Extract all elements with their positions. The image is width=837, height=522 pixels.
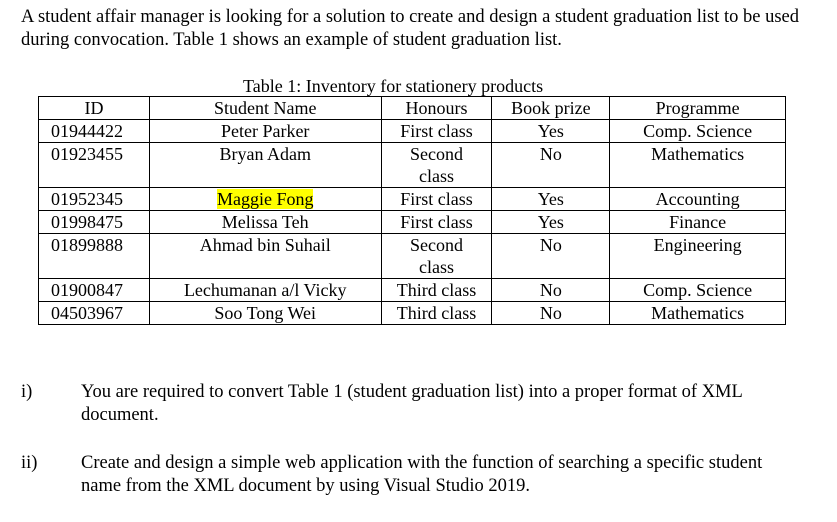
cell-id: 01952345 <box>39 188 150 211</box>
table-row <box>39 188 786 211</box>
table-row <box>39 279 786 302</box>
header-honours: Honours <box>381 97 492 120</box>
cell-programme: Mathematics <box>610 143 786 188</box>
cell-honours-text: Second class <box>409 144 463 186</box>
cell-honours <box>381 143 492 188</box>
cell-id: 01899888 <box>39 234 150 279</box>
graduation-table <box>38 96 786 325</box>
cell-honours: First class <box>381 120 492 143</box>
question-1-number: i) <box>21 382 33 402</box>
cell-honours <box>381 234 492 279</box>
cell-id: 04503967 <box>39 302 150 325</box>
cell-programme: Comp. Science <box>610 120 786 143</box>
cell-id: 01900847 <box>39 279 150 302</box>
cell-name: Melissa Teh <box>149 211 381 234</box>
table-row <box>39 302 786 325</box>
cell-programme: Mathematics <box>610 302 786 325</box>
cell-honours: Third class <box>381 302 492 325</box>
table-row <box>39 234 786 279</box>
cell-prize: No <box>492 302 610 325</box>
question-2-number: ii) <box>21 453 38 473</box>
cell-name: Bryan Adam <box>149 143 381 188</box>
cell-prize: Yes <box>492 188 610 211</box>
table-header-row <box>39 97 786 120</box>
highlighted-name: Maggie Fong <box>216 189 314 209</box>
cell-prize: No <box>492 234 610 279</box>
cell-honours-text: Second class <box>409 235 463 277</box>
cell-honours: First class <box>381 211 492 234</box>
cell-prize: No <box>492 143 610 188</box>
cell-name: Soo Tong Wei <box>149 302 381 325</box>
cell-programme: Accounting <box>610 188 786 211</box>
table-row <box>39 143 786 188</box>
cell-name: Ahmad bin Suhail <box>149 234 381 279</box>
cell-programme: Finance <box>610 211 786 234</box>
cell-name <box>149 188 381 211</box>
cell-prize: Yes <box>492 120 610 143</box>
question-1-text: You are required to convert Table 1 (student graduation list) into a proper format of XML document. <box>81 382 743 425</box>
cell-prize: Yes <box>492 211 610 234</box>
cell-honours: First class <box>381 188 492 211</box>
cell-id: 01944422 <box>39 120 150 143</box>
question-2-text: Create and design a simple web application with the function of searching a specific student name from the XML document by using Visual Studio 2019. <box>81 453 763 496</box>
cell-programme: Comp. Science <box>610 279 786 302</box>
cell-id: 01923455 <box>39 143 150 188</box>
question-2 <box>21 452 821 498</box>
cell-name: Peter Parker <box>149 120 381 143</box>
cell-prize: No <box>492 279 610 302</box>
table-row <box>39 120 786 143</box>
table-row <box>39 211 786 234</box>
cell-id: 01998475 <box>39 211 150 234</box>
header-book-prize: Book prize <box>492 97 610 120</box>
question-1 <box>21 381 821 427</box>
intro-paragraph: A student affair manager is looking for a solution to create and design a student graduation list to be used during convocation. Table 1 shows an example of student graduation list. <box>21 7 800 50</box>
header-programme: Programme <box>610 97 786 120</box>
cell-honours: Third class <box>381 279 492 302</box>
cell-name: Lechumanan a/l Vicky <box>149 279 381 302</box>
header-id: ID <box>39 97 150 120</box>
cell-programme: Engineering <box>610 234 786 279</box>
table-caption: Table 1: Inventory for stationery products <box>243 76 544 96</box>
header-student-name: Student Name <box>149 97 381 120</box>
